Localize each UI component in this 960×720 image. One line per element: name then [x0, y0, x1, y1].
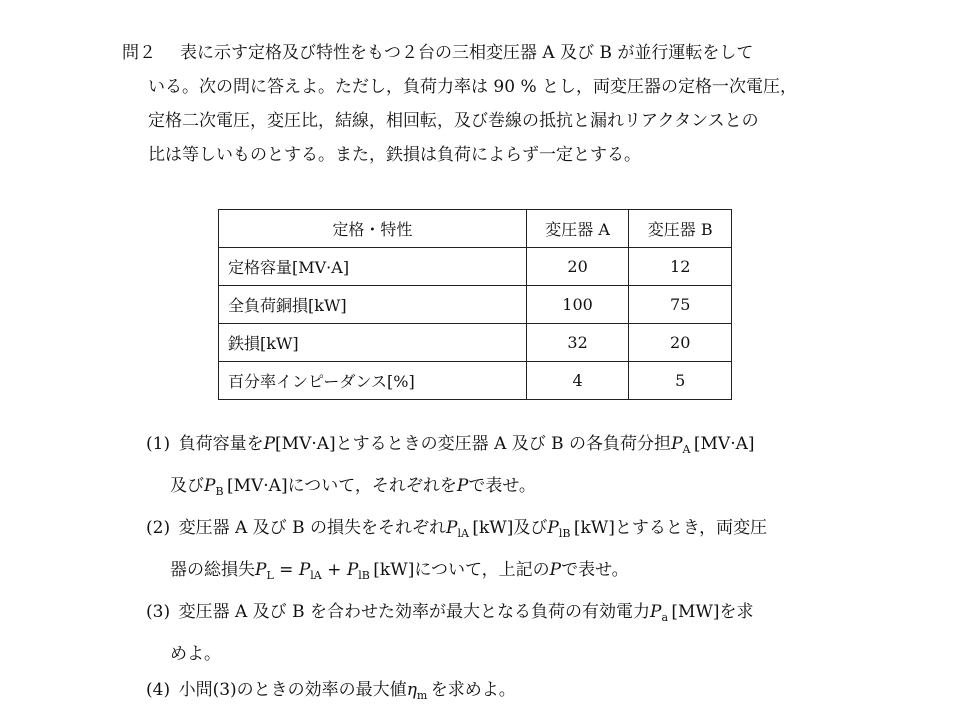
- table-header-row: [219, 210, 732, 248]
- subscript: B: [215, 485, 224, 498]
- text: +: [321, 560, 347, 580]
- var-pa: P: [671, 434, 683, 454]
- text: 変圧器 A 及び B の損失をそれぞれ: [178, 518, 446, 538]
- row-label: 百分率インピーダンス[%]: [219, 362, 527, 400]
- subquestion-number: (3): [146, 602, 171, 622]
- subquestion-number: (2): [146, 518, 171, 538]
- subquestion-number: (4): [146, 680, 171, 700]
- table-row: [219, 248, 732, 286]
- question-intro: [148, 36, 838, 172]
- intro-line-1: 表に示す定格及び特性をもつ２台の三相変圧器 A 及び B が並行運転をして: [180, 43, 754, 63]
- text: =: [273, 560, 299, 580]
- intro-line-4: 比は等しいものとする。また，鉄損は負荷によらず一定とする。: [148, 145, 641, 165]
- subscript: lA: [310, 569, 322, 582]
- value-b: 75: [629, 286, 732, 324]
- text: [MV·A]について，それぞれを: [226, 476, 457, 496]
- text: 及び: [170, 476, 204, 496]
- subquestion-2-line-2: [146, 552, 846, 594]
- table-row: [219, 286, 732, 324]
- text: [MV·A]とするときの変圧器 A 及び B の各負荷分担: [275, 434, 672, 454]
- subquestion-4-line-1: [146, 672, 846, 714]
- text: で表せ。: [468, 476, 536, 496]
- text: を求めよ。: [430, 680, 516, 700]
- var-pa: P: [649, 602, 662, 622]
- var-p: P: [456, 476, 469, 496]
- subquestion-3-line-1: [146, 594, 846, 636]
- subquestion-number: (1): [146, 434, 171, 454]
- table-row: [219, 324, 732, 362]
- text: [kW]について，上記の: [373, 560, 550, 580]
- subscript: lA: [457, 527, 469, 540]
- subquestion-1-line-2: [146, 468, 846, 510]
- subquestion-2-line-1: [146, 510, 846, 552]
- var-pla: P: [445, 518, 458, 538]
- question-number: 問２: [122, 43, 156, 63]
- header-transformer-a: 変圧器 A: [526, 210, 629, 248]
- value-a: 20: [526, 248, 629, 286]
- text: 小問(3)のときの効率の最大値: [178, 680, 407, 700]
- value-b: 12: [629, 248, 732, 286]
- table-row: [219, 362, 732, 400]
- header-transformer-b: 変圧器 B: [629, 210, 732, 248]
- var-pl: P: [255, 560, 267, 580]
- row-label: 全負荷銅損[kW]: [219, 286, 527, 324]
- text: [MV·A]: [693, 434, 755, 454]
- subquestion-1-line-1: [146, 426, 846, 468]
- value-a: 4: [526, 362, 629, 400]
- row-label: 鉄損[kW]: [219, 324, 527, 362]
- text: で表せ。: [561, 560, 629, 580]
- text: [kW]とするとき，両変圧: [573, 518, 768, 538]
- var-p: P: [263, 434, 276, 454]
- intro-line-3: 定格二次電圧，変圧比，結線，相回転，及び巻線の抵抗と漏れリアクタンスとの: [148, 111, 759, 131]
- subscript: m: [416, 689, 428, 702]
- subscript: A: [682, 443, 691, 456]
- subscript: lB: [558, 527, 571, 540]
- var-plb: P: [547, 518, 559, 538]
- row-label: 定格容量[MV·A]: [219, 248, 527, 286]
- text: [kW]及び: [472, 518, 548, 538]
- value-b: 20: [629, 324, 732, 362]
- text: 器の総損失: [170, 560, 255, 580]
- spec-table: [218, 209, 732, 400]
- text: [MW]を求: [671, 602, 754, 622]
- var-plb: P: [346, 560, 359, 580]
- text: めよ。: [170, 644, 221, 664]
- text: 変圧器 A 及び B を合わせた効率が最大となる負荷の有効電力: [178, 602, 650, 622]
- subscript: a: [661, 611, 668, 624]
- var-p: P: [549, 560, 562, 580]
- header-spec: 定格・特性: [219, 210, 527, 248]
- var-eta: η: [406, 680, 417, 700]
- value-a: 100: [526, 286, 629, 324]
- value-a: 32: [526, 324, 629, 362]
- intro-line-2: いる。次の問に答えよ。ただし，負荷力率は 90 % とし，両変圧器の定格一次電圧，: [148, 77, 797, 97]
- text: 負荷容量を: [178, 434, 264, 454]
- value-b: 5: [629, 362, 732, 400]
- var-pb: P: [204, 476, 216, 496]
- subquestion-list: [146, 426, 846, 714]
- subscript: L: [266, 569, 274, 582]
- subscript: lB: [358, 569, 370, 582]
- var-pla: P: [298, 560, 311, 580]
- subquestion-3-line-2: [146, 636, 846, 672]
